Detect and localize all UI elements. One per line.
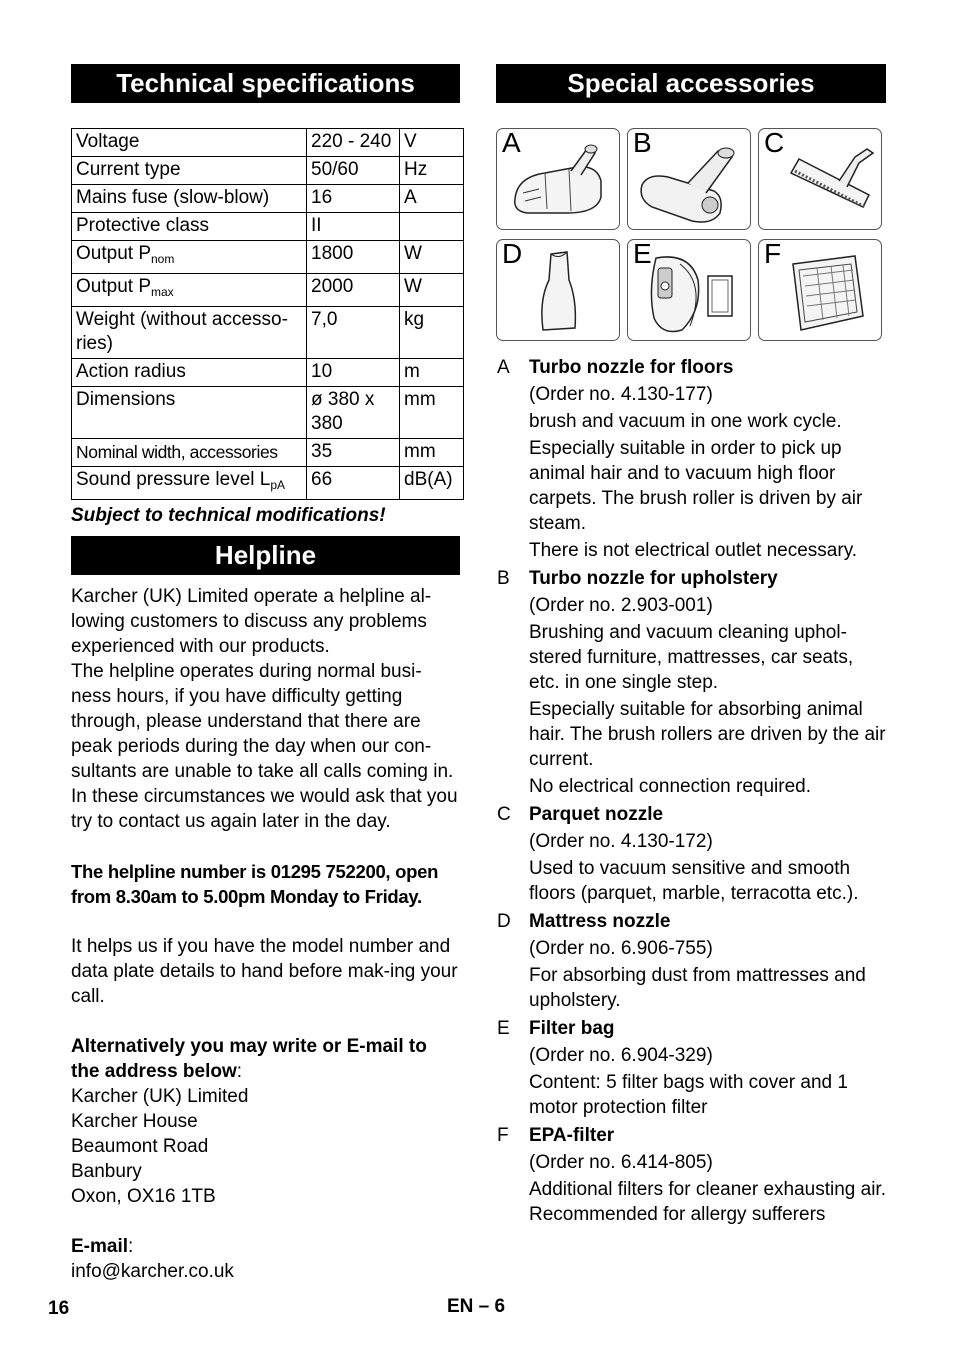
image-letter: A (502, 128, 521, 158)
spec-unit: kg (400, 307, 464, 359)
email-label-colon: : (128, 1236, 134, 1257)
technical-specifications-heading: Technical specifications (71, 64, 460, 103)
spec-label-cell (72, 213, 307, 241)
email-address: info@karcher.co.uk (71, 1261, 234, 1282)
accessory-image-b (627, 128, 751, 230)
spec-unit: A (400, 185, 464, 213)
accessory-key: C (497, 804, 511, 825)
accessory-description: For absorbing dust from mattresses and upholstery. (529, 965, 866, 1011)
spec-value: ø 380 x 380 (307, 387, 400, 439)
image-letter: D (502, 239, 523, 269)
spec-label-cell (72, 467, 307, 500)
image-letter: B (633, 128, 652, 158)
spec-label: Nominal width, accessories (76, 442, 278, 462)
spec-label: Weight (without accesso-ries) (76, 309, 288, 354)
spec-value: 50/60 (307, 157, 400, 185)
accessory-item (496, 1123, 886, 1227)
accessory-title: Parquet nozzle (529, 804, 664, 825)
accessory-image-a (496, 128, 620, 230)
spec-value: 16 (307, 185, 400, 213)
accessory-key: F (497, 1125, 509, 1146)
accessory-item (496, 1016, 886, 1120)
model-number-paragraph: It helps us if you have the model number and data plate details to hand before mak-ing your call. (71, 936, 458, 1007)
spec-label-subscript: nom (151, 252, 175, 266)
accessory-description: Especially suitable in order to pick up animal hair and to vacuum high floor carpets. The brush roller is driven by air steam. (529, 438, 863, 534)
helpline-number: The helpline number is 01295 752200, open from 8.30am to 5.00pm Monday to Friday. (71, 861, 439, 907)
spec-unit: V (400, 129, 464, 157)
spec-label: Voltage (76, 131, 140, 152)
spec-label-cell (72, 185, 307, 213)
accessory-description: Brushing and vacuum cleaning uphol-stered furniture, mattresses, car seats, etc. in one single step. (529, 622, 854, 693)
spec-row (72, 359, 464, 387)
spec-row (72, 157, 464, 185)
accessory-description: brush and vacuum in one work cycle. (529, 411, 842, 432)
spec-row (72, 387, 464, 439)
address-line: Beaumont Road (71, 1136, 209, 1157)
left-column (71, 64, 460, 1284)
image-letter: C (764, 128, 785, 158)
accessory-description: No electrical connection required. (529, 776, 811, 797)
accessory-description: There is not electrical outlet necessary. (529, 540, 858, 561)
helpline-intro-paragraph: Karcher (UK) Limited operate a helpline al-lowing customers to discuss any problems experienced with our products. (71, 586, 432, 657)
spec-value: II (307, 213, 400, 241)
spec-row (72, 439, 464, 467)
spec-unit: m (400, 359, 464, 387)
accessory-images-grid (496, 128, 886, 341)
spec-unit: dB(A) (400, 467, 464, 500)
accessory-title: EPA-filter (529, 1125, 615, 1146)
spec-label-cell (72, 129, 307, 157)
spec-label-cell (72, 387, 307, 439)
spec-unit: Hz (400, 157, 464, 185)
address-line: Karcher (UK) Limited (71, 1086, 249, 1107)
spec-row (72, 213, 464, 241)
accessory-key: E (497, 1018, 510, 1039)
spec-row (72, 307, 464, 359)
spec-value: 10 (307, 359, 400, 387)
email-label-line (71, 1234, 460, 1259)
spec-label-subscript: max (151, 285, 174, 299)
accessory-order-number: (Order no. 6.414-805) (529, 1152, 713, 1173)
spec-row (72, 467, 464, 500)
write-heading-paragraph (71, 1034, 460, 1084)
spec-label: Dimensions (76, 389, 176, 410)
spec-label: Protective class (76, 215, 210, 236)
spec-label: Action radius (76, 361, 186, 382)
right-column (496, 64, 886, 1230)
accessory-title: Turbo nozzle for floors (529, 357, 734, 378)
helpline-heading: Helpline (71, 536, 460, 575)
accessory-key: D (497, 911, 511, 932)
spec-label: Output P (76, 276, 151, 297)
accessory-key: A (497, 357, 510, 378)
spec-unit (400, 213, 464, 241)
accessory-order-number: (Order no. 6.906-755) (529, 938, 713, 959)
spec-label-cell (72, 157, 307, 185)
spec-value: 220 - 240 (307, 129, 400, 157)
accessory-description: Additional filters for cleaner exhausting air. Recommended for allergy sufferers (529, 1179, 886, 1225)
language-page-indicator: EN – 6 (447, 1296, 506, 1317)
specifications-table (71, 128, 464, 500)
write-heading: Alternatively you may write or E-mail to the address below (71, 1036, 427, 1082)
spec-row (72, 129, 464, 157)
accessory-description: Used to vacuum sensitive and smooth floors (parquet, marble, terracotta etc.). (529, 858, 859, 904)
write-heading-colon: : (236, 1061, 243, 1082)
accessory-item (496, 355, 886, 563)
accessory-key: B (497, 568, 510, 589)
accessory-title: Turbo nozzle for upholstery (529, 568, 778, 589)
accessory-image-c (758, 128, 882, 230)
accessory-image-f (758, 239, 882, 341)
page-number: 16 (48, 1298, 70, 1319)
spec-unit: W (400, 274, 464, 307)
spec-label: Output P (76, 243, 151, 264)
accessory-description: Especially suitable for absorbing animal hair. The brush rollers are driven by the air current. (529, 699, 886, 770)
spec-label-cell (72, 274, 307, 307)
spec-label: Mains fuse (slow-blow) (76, 187, 270, 208)
spec-row (72, 274, 464, 307)
accessory-image-d (496, 239, 620, 341)
address-line: Oxon, OX16 1TB (71, 1186, 216, 1207)
spec-row (72, 185, 464, 213)
helpline-hours-paragraph: The helpline operates during normal busi-ness hours, if you have difficulty getting through, please understand that there are peak periods during the day when our con-sultants are unable to take all calls coming in. In these circumstances we would ask that you try to contact us again later in the day. (71, 661, 458, 832)
spec-value: 66 (307, 467, 400, 500)
address-line: Banbury (71, 1161, 142, 1182)
accessory-item (496, 909, 886, 1013)
spec-label-cell (72, 307, 307, 359)
accessory-title: Filter bag (529, 1018, 615, 1039)
spec-label-subscript: pA (270, 478, 286, 492)
spec-row (72, 241, 464, 274)
spec-unit: W (400, 241, 464, 274)
spec-value: 35 (307, 439, 400, 467)
postal-address (71, 1084, 460, 1209)
accessories-list (496, 355, 886, 1227)
address-line: Karcher House (71, 1111, 198, 1132)
spec-label-cell (72, 241, 307, 274)
accessory-order-number: (Order no. 4.130-172) (529, 831, 713, 852)
spec-unit: mm (400, 387, 464, 439)
image-letter: E (633, 239, 652, 269)
spec-label-cell (72, 439, 307, 467)
accessory-item (496, 566, 886, 799)
accessory-description: Content: 5 filter bags with cover and 1 motor protection filter (529, 1072, 848, 1118)
special-accessories-heading: Special accessories (496, 64, 886, 103)
spec-value: 7,0 (307, 307, 400, 359)
spec-label: Current type (76, 159, 181, 180)
image-letter: F (764, 239, 782, 269)
accessory-item (496, 802, 886, 906)
accessory-image-e (627, 239, 751, 341)
accessory-order-number: (Order no. 2.903-001) (529, 595, 713, 616)
spec-unit: mm (400, 439, 464, 467)
email-label: E-mail (71, 1236, 129, 1257)
accessory-order-number: (Order no. 4.130-177) (529, 384, 713, 405)
spec-value: 2000 (307, 274, 400, 307)
accessory-title: Mattress nozzle (529, 911, 671, 932)
modifications-note: Subject to technical modifications! (71, 505, 386, 526)
spec-value: 1800 (307, 241, 400, 274)
spec-label-cell (72, 359, 307, 387)
spec-label: Sound pressure level L (76, 469, 271, 490)
accessory-order-number: (Order no. 6.904-329) (529, 1045, 713, 1066)
